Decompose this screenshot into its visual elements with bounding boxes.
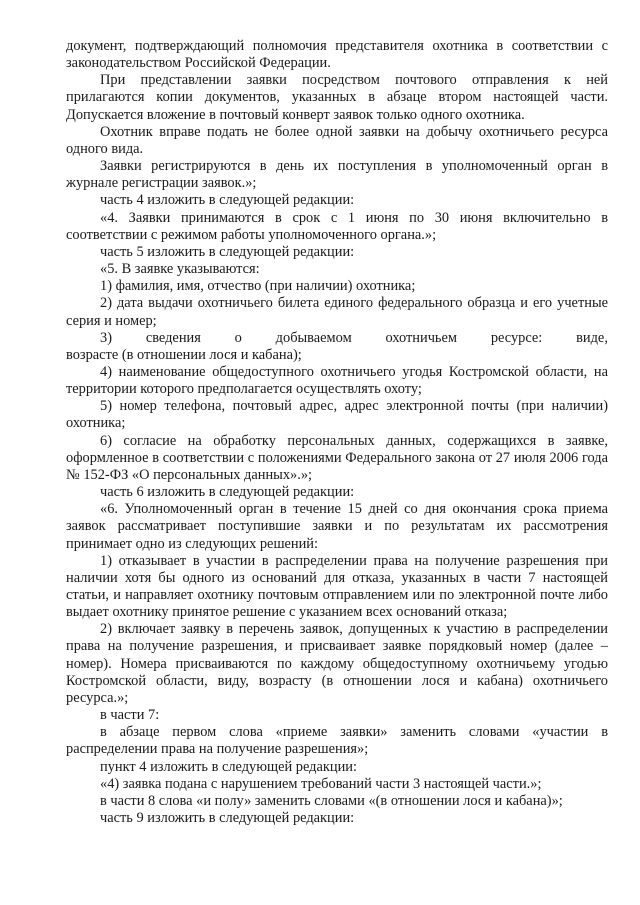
list-item-1: 1) фамилия, имя, отчество (при наличии) охотника; <box>100 278 416 295</box>
paragraph-2: При представлении заявки посредством почтового отправления к ней прилагаются копии документов, указанных в абзаце втором настоящей части. Допускается вложение в почтовый конверт заявок только одного охотника. <box>66 72 608 123</box>
list-item-3-word: ресурсе: <box>490 329 543 346</box>
list-item-3-first-line <box>66 330 608 347</box>
paragraph-11: в части 7: <box>100 707 160 724</box>
paragraph-3: Охотник вправе подать не более одной заявки на добычу охотничьего ресурса одного вида. <box>66 123 608 157</box>
paragraph-13: пункт 4 изложить в следующей редакции: <box>100 758 357 775</box>
paragraph-9: часть 6 изложить в следующей редакции: <box>100 484 355 501</box>
list-item-3-word: охотничьем <box>385 329 457 346</box>
list-item-3-continuation: возрасте (в отношении лося и кабана); <box>66 346 302 363</box>
paragraph-8: «5. В заявке указываются: <box>100 261 260 278</box>
list-item-6: 6) согласие на обработку персональных данных, содержащихся в заявке, оформленное в соответствии с положениями Федерального закона от 27 июля 2006 года № 152-ФЗ «О персональных данных».»; <box>66 432 608 483</box>
list-item-3-word: добываемом <box>275 329 352 346</box>
list-item-3-word: о <box>234 329 242 346</box>
paragraph-6: «4. Заявки принимаются в срок с 1 июня по 30 июня включительно в соответствии с режимом работы уполномоченного органа.»; <box>66 209 608 243</box>
paragraph-1: документ, подтверждающий полномочия представителя охотника в соответствии с законодательством Российской Федерации. <box>66 38 608 72</box>
list-item-3-word: сведения <box>145 329 201 346</box>
decision-item-1: 1) отказывает в участии в распределении права на получение разрешения при наличии хотя бы одного из оснований для отказа, указанных в части 7 настоящей статьи, и направляет охотнику почтовым отправлением или по электронной почте либо выдает охотнику принятое решение с указанием всех оснований отказа; <box>66 552 608 621</box>
list-item-3 <box>66 330 608 364</box>
document-page <box>66 38 608 827</box>
paragraph-14: «4) заявка подана с нарушением требований части 3 настоящей части.»; <box>100 775 542 792</box>
paragraph-7: часть 5 изложить в следующей редакции: <box>100 243 355 260</box>
paragraph-5: часть 4 изложить в следующей редакции: <box>100 192 355 209</box>
list-item-2: 2) дата выдачи охотничьего билета единого федерального образца и его учетные серия и номер; <box>66 295 608 329</box>
list-item-3-word: виде, <box>576 329 608 346</box>
paragraph-12: в абзаце первом слова «приеме заявки» заменить словами «участии в распределении права на получение разрешения»; <box>66 724 608 758</box>
list-item-5: 5) номер телефона, почтовый адрес, адрес электронной почты (при наличии) охотника; <box>66 398 608 432</box>
paragraph-15: в части 8 слова «и полу» заменить словами «(в отношении лося и кабана)»; <box>100 792 563 809</box>
paragraph-16: часть 9 изложить в следующей редакции: <box>100 810 355 827</box>
decision-item-2: 2) включает заявку в перечень заявок, допущенных к участию в распределении права на получение разрешения, и присваивает заявке порядковый номер (далее – номер). Номера присваиваются по каждому общедоступному охотничьему угодью Костромской области, виду, возрасту (в отношении лося и кабана) охотничьего ресурса.»; <box>66 621 608 706</box>
paragraph-10: «6. Уполномоченный орган в течение 15 дней со дня окончания срока приема заявок рассматривает поступившие заявки и по результатам их рассмотрения принимает одно из следующих решений: <box>66 501 608 552</box>
list-item-3-word: 3) <box>100 329 112 346</box>
list-item-4: 4) наименование общедоступного охотничьего угодья Костромской области, на территории которого предполагается осуществлять охоту; <box>66 363 608 398</box>
paragraph-4: Заявки регистрируются в день их поступления в уполномоченный орган в журнале регистрации заявок.»; <box>66 158 608 192</box>
